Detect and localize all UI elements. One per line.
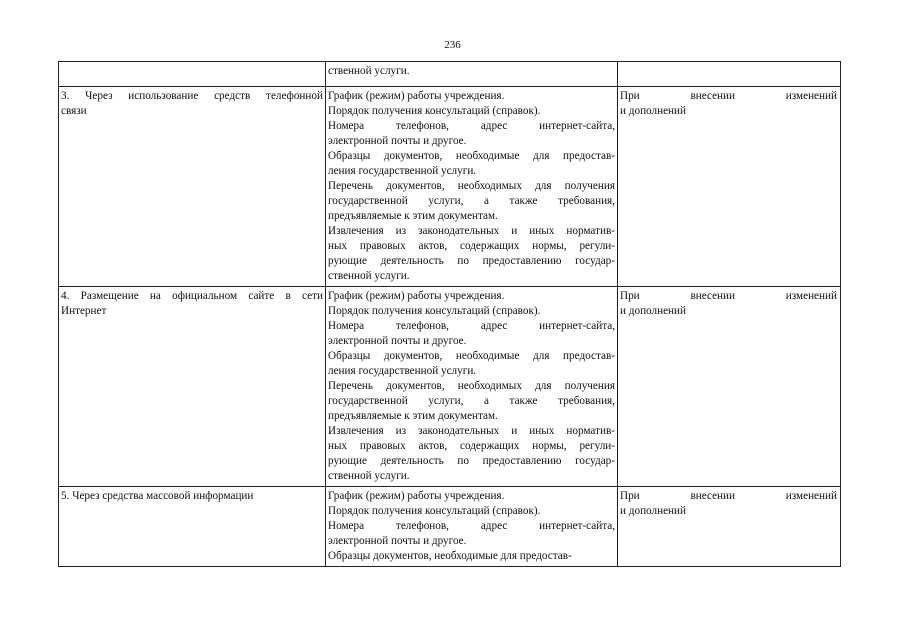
info-paragraph bbox=[328, 379, 615, 424]
method-cell bbox=[59, 487, 326, 567]
timing-line: и дополнений bbox=[620, 305, 686, 317]
info-cell bbox=[326, 487, 618, 567]
info-line: государственной услуги, а также требования, bbox=[328, 195, 615, 207]
info-line: Извлечения из законодательных и иных норматив- bbox=[328, 225, 615, 237]
timing-line: и дополнений bbox=[620, 505, 686, 517]
info-paragraph bbox=[328, 224, 615, 284]
info-paragraph bbox=[328, 489, 615, 504]
info-line: Образцы документов, необходимые для предостав- bbox=[328, 350, 615, 362]
info-line: График (режим) работы учреждения. bbox=[328, 290, 505, 302]
info-paragraph bbox=[328, 104, 615, 119]
info-line: ственной услуги. bbox=[328, 470, 410, 482]
info-line: электронной почты и другое. bbox=[328, 335, 467, 347]
info-paragraph bbox=[328, 89, 615, 104]
info-line: рующие деятельность по предоставлению государ- bbox=[328, 255, 615, 267]
info-line: предъявляемые к этим документам. bbox=[328, 210, 498, 222]
info-cell bbox=[326, 62, 618, 87]
timing-line: При внесении изменений bbox=[620, 490, 837, 502]
info-line: предъявляемые к этим документам. bbox=[328, 410, 498, 422]
method-line: 4. Размещение на официальном сайте в сети bbox=[61, 290, 323, 302]
info-line: График (режим) работы учреждения. bbox=[328, 90, 505, 102]
info-paragraph bbox=[328, 549, 615, 564]
info-line: рующие деятельность по предоставлению государ- bbox=[328, 455, 615, 467]
method-line: 3. Через использование средств телефонной bbox=[61, 90, 323, 102]
info-line: электронной почты и другое. bbox=[328, 135, 467, 147]
info-line: Перечень документов, необходимых для получения bbox=[328, 380, 615, 392]
info-line: Порядок получения консультаций (справок). bbox=[328, 505, 541, 517]
info-paragraph bbox=[328, 424, 615, 484]
page-number: 236 bbox=[444, 39, 461, 51]
info-line: Порядок получения консультаций (справок). bbox=[328, 305, 541, 317]
info-paragraph bbox=[328, 349, 615, 379]
info-line: ления государственной услуги. bbox=[328, 365, 477, 377]
info-line: Образцы документов, необходимые для предостав- bbox=[328, 550, 572, 562]
info-line: ления государственной услуги. bbox=[328, 165, 477, 177]
info-line: Номера телефонов, адрес интернет-сайта, bbox=[328, 320, 615, 332]
info-paragraph bbox=[328, 119, 615, 149]
method-cell bbox=[59, 62, 326, 87]
table-row bbox=[59, 287, 841, 487]
method-line: связи bbox=[61, 105, 87, 117]
timing-line: и дополнений bbox=[620, 105, 686, 117]
info-line: ственной услуги. bbox=[328, 65, 410, 77]
method-line: Интернет bbox=[61, 305, 107, 317]
info-line: Образцы документов, необходимые для предостав- bbox=[328, 150, 615, 162]
timing-line: При внесении изменений bbox=[620, 90, 837, 102]
info-line: ственной услуги. bbox=[328, 270, 410, 282]
info-paragraph bbox=[328, 179, 615, 224]
info-line: ных правовых актов, содержащих нормы, регули- bbox=[328, 240, 615, 252]
info-line: государственной услуги, а также требования, bbox=[328, 395, 615, 407]
info-paragraph bbox=[328, 304, 615, 319]
info-paragraph bbox=[328, 64, 615, 79]
table-row bbox=[59, 62, 841, 87]
timing-cell bbox=[618, 87, 841, 287]
info-cell bbox=[326, 287, 618, 487]
info-line: ных правовых актов, содержащих нормы, регули- bbox=[328, 440, 615, 452]
info-line: Номера телефонов, адрес интернет-сайта, bbox=[328, 120, 615, 132]
timing-cell bbox=[618, 287, 841, 487]
timing-line: При внесении изменений bbox=[620, 290, 837, 302]
info-line: Перечень документов, необходимых для получения bbox=[328, 180, 615, 192]
info-paragraph bbox=[328, 504, 615, 519]
info-cell bbox=[326, 87, 618, 287]
info-line: электронной почты и другое. bbox=[328, 535, 467, 547]
info-line: График (режим) работы учреждения. bbox=[328, 490, 505, 502]
table-row bbox=[59, 87, 841, 287]
info-paragraph bbox=[328, 319, 615, 349]
method-line: 5. Через средства массовой информации bbox=[61, 490, 254, 502]
info-line: Порядок получения консультаций (справок). bbox=[328, 105, 541, 117]
info-line: Извлечения из законодательных и иных норматив- bbox=[328, 425, 615, 437]
information-table bbox=[58, 61, 841, 567]
timing-cell bbox=[618, 62, 841, 87]
method-cell bbox=[59, 287, 326, 487]
table-body bbox=[59, 62, 841, 567]
timing-cell bbox=[618, 487, 841, 567]
info-paragraph bbox=[328, 149, 615, 179]
info-paragraph bbox=[328, 289, 615, 304]
method-cell bbox=[59, 87, 326, 287]
info-paragraph bbox=[328, 519, 615, 549]
info-line: Номера телефонов, адрес интернет-сайта, bbox=[328, 520, 615, 532]
table-row bbox=[59, 487, 841, 567]
